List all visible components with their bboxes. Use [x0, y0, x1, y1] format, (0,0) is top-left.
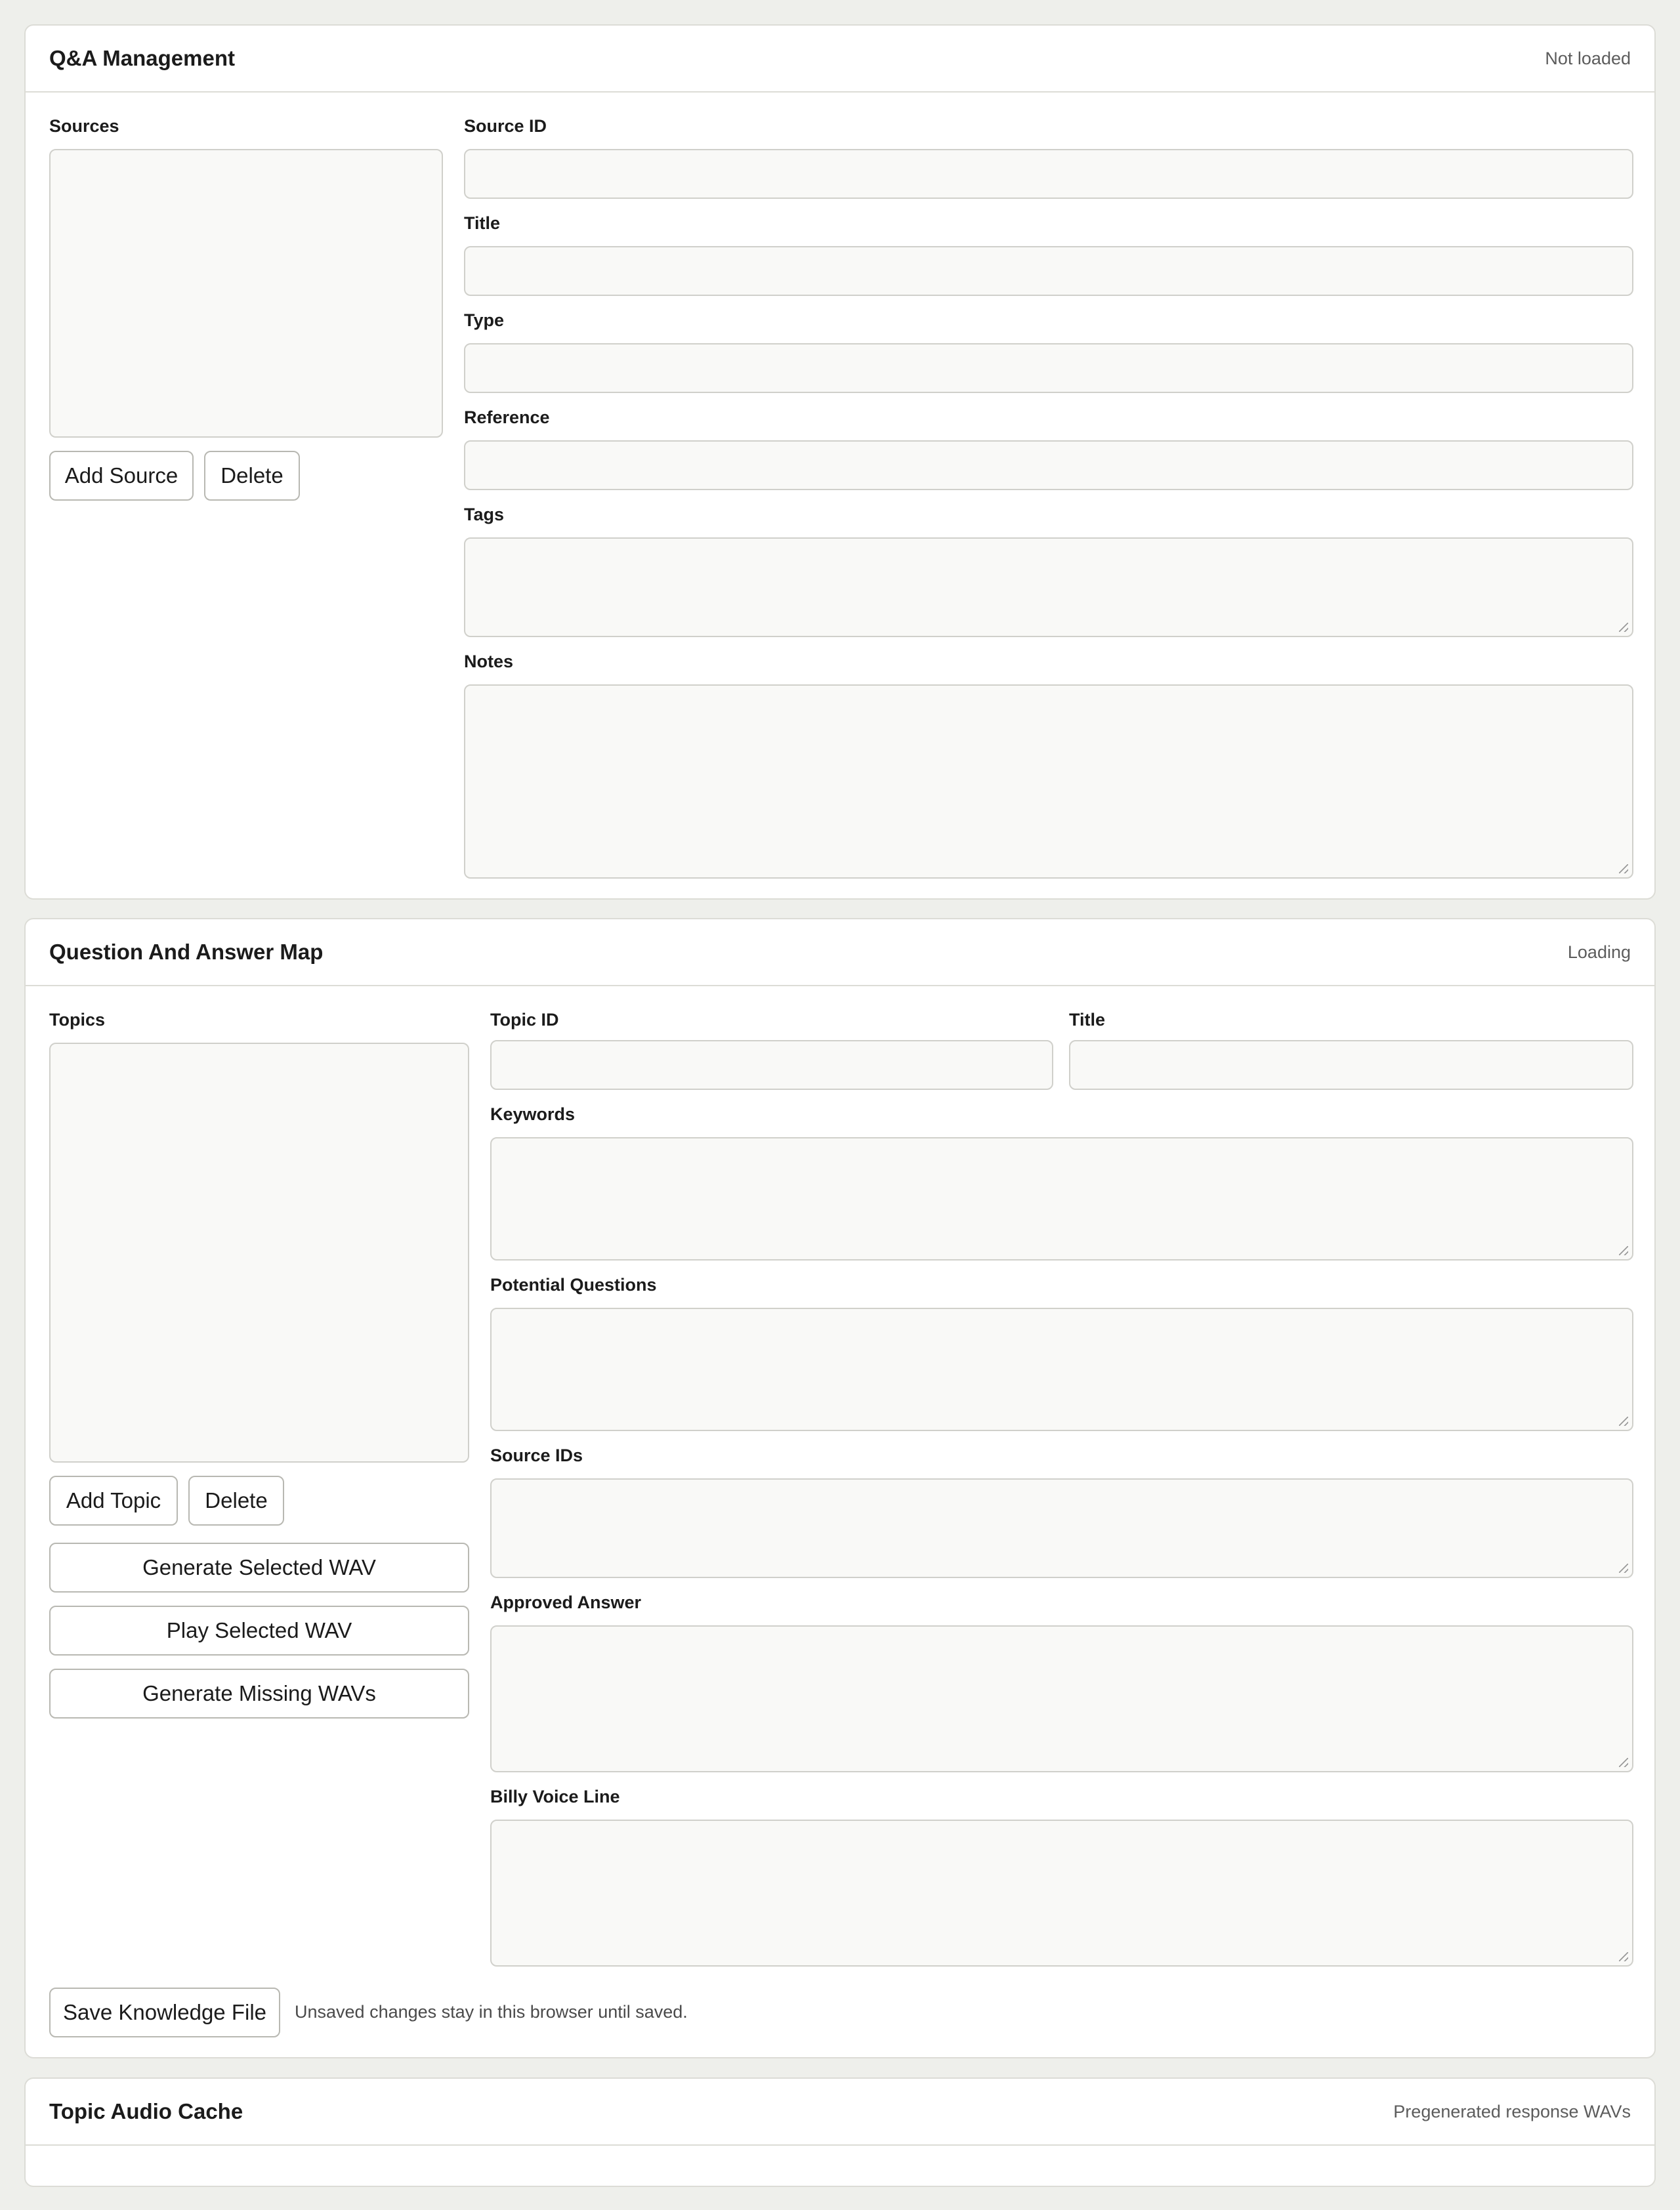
delete-source-button[interactable]: Delete — [204, 451, 300, 501]
generate-missing-wavs-button[interactable]: Generate Missing WAVs — [49, 1669, 469, 1719]
qa-map-status: Loading — [1567, 942, 1631, 962]
sources-label: Sources — [49, 116, 119, 136]
source-notes-textarea[interactable] — [464, 684, 1633, 879]
play-selected-wav-button[interactable]: Play Selected WAV — [49, 1606, 469, 1656]
add-source-button[interactable]: Add Source — [49, 451, 194, 501]
source-ids-label: Source IDs — [490, 1446, 583, 1465]
audio-cache-header — [26, 2079, 1654, 2146]
source-ids-textarea[interactable] — [490, 1478, 1633, 1578]
qa-management-status: Not loaded — [1545, 48, 1631, 68]
audio-cache-title: Topic Audio Cache — [49, 2099, 243, 2123]
qa-management-panel — [24, 24, 1656, 900]
source-reference-label: Reference — [464, 407, 550, 427]
source-title-label: Title — [464, 213, 501, 233]
topic-id-input[interactable] — [490, 1040, 1053, 1090]
add-topic-button[interactable]: Add Topic — [49, 1476, 178, 1526]
billy-voice-line-textarea[interactable] — [490, 1820, 1633, 1967]
topics-list[interactable] — [49, 1043, 469, 1463]
audio-cache-status: Pregenerated response WAVs — [1393, 2101, 1631, 2121]
topics-label: Topics — [49, 1010, 106, 1030]
qa-management-header — [26, 26, 1654, 93]
source-title-input[interactable] — [464, 246, 1633, 296]
potential-questions-label: Potential Questions — [490, 1275, 657, 1295]
keywords-textarea[interactable] — [490, 1137, 1633, 1261]
audio-cache-panel — [24, 2077, 1656, 2187]
keywords-label: Keywords — [490, 1104, 576, 1124]
approved-answer-label: Approved Answer — [490, 1593, 642, 1612]
delete-topic-button[interactable]: Delete — [188, 1476, 284, 1526]
source-type-label: Type — [464, 310, 505, 330]
save-knowledge-file-button[interactable]: Save Knowledge File — [49, 1988, 280, 2037]
topic-title-label: Title — [1069, 1010, 1106, 1030]
qa-management-title: Q&A Management — [49, 46, 235, 70]
billy-voice-line-label: Billy Voice Line — [490, 1787, 620, 1806]
topic-id-label: Topic ID — [490, 1010, 559, 1030]
qa-map-title: Question And Answer Map — [49, 940, 324, 964]
source-tags-label: Tags — [464, 505, 505, 524]
source-notes-label: Notes — [464, 652, 514, 671]
source-tags-textarea[interactable] — [464, 537, 1633, 637]
source-reference-input[interactable] — [464, 440, 1633, 490]
sources-list[interactable] — [49, 149, 443, 438]
source-id-input[interactable] — [464, 149, 1633, 199]
qa-map-panel — [24, 918, 1656, 2058]
approved-answer-textarea[interactable] — [490, 1625, 1633, 1772]
save-note: Unsaved changes stay in this browser until saved. — [295, 2002, 688, 2022]
qa-map-header — [26, 919, 1654, 986]
topic-title-input[interactable] — [1069, 1040, 1633, 1090]
source-type-input[interactable] — [464, 343, 1633, 393]
generate-selected-wav-button[interactable]: Generate Selected WAV — [49, 1543, 469, 1593]
potential-questions-textarea[interactable] — [490, 1308, 1633, 1431]
source-id-label: Source ID — [464, 116, 547, 136]
